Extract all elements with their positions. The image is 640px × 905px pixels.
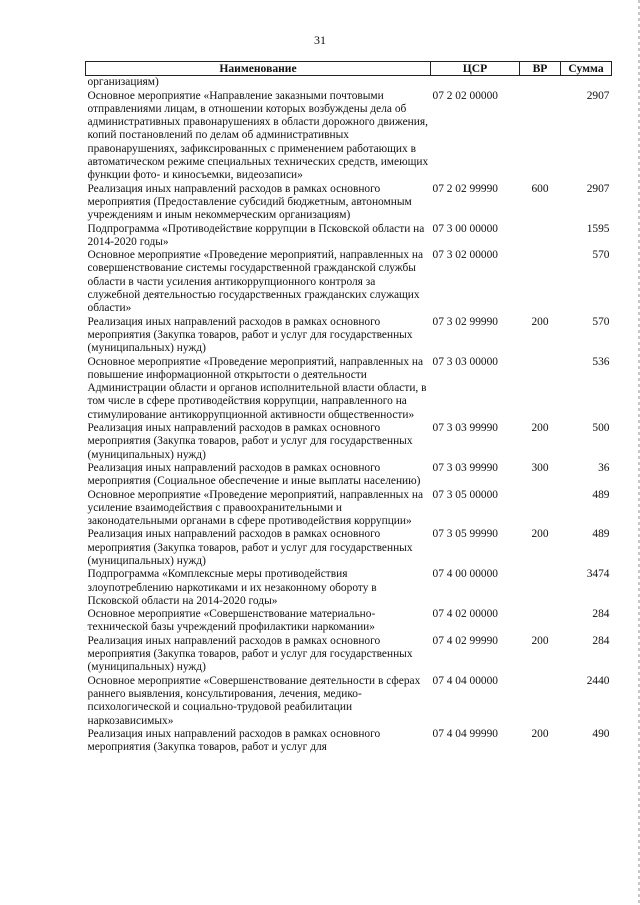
header-row	[86, 62, 612, 76]
budget-table	[85, 61, 612, 754]
row-sum: 489	[592, 488, 610, 501]
table-row	[86, 422, 612, 462]
row-name: Реализация иных направлений расходов в рамках основного мероприятия (Закупка товаров, работ и услуг для государственных (муниципальных) нужд)	[87, 528, 413, 567]
table-row	[86, 728, 612, 755]
row-vr: 200	[531, 315, 549, 328]
table-row	[86, 223, 612, 250]
row-sum: 284	[592, 634, 610, 647]
header-name: Наименование	[86, 62, 431, 76]
row-sum: 3474	[586, 568, 610, 581]
row-vr	[520, 489, 561, 529]
table-row	[86, 183, 612, 223]
row-csr: 07 3 05 00000	[432, 488, 498, 501]
row-vr	[520, 356, 561, 422]
row-sum: 490	[592, 727, 610, 740]
table-row	[86, 316, 612, 356]
row-vr	[520, 608, 561, 635]
row-csr: 07 4 04 00000	[432, 674, 498, 687]
row-csr: 07 3 03 99990	[432, 422, 498, 435]
row-vr: 300	[531, 461, 549, 474]
row-sum: 2907	[586, 89, 610, 102]
row-sum	[561, 76, 612, 90]
table-row	[86, 489, 612, 529]
table-row	[86, 528, 612, 568]
row-name: организациям)	[87, 76, 159, 89]
table-row	[86, 675, 612, 728]
table-row	[86, 462, 612, 489]
row-name: Основное мероприятие «Направление заказными почтовыми отправлениями лицам, в отношении которых возбуждены дела об административных правонарушениях в области дорожного движения, копий постановлений по делам об административных правонарушениях, зафиксированных с применением работающих в автоматическом режиме специальных технических средств, имеющих функции фото- и киносъемки, видеозаписи»	[87, 89, 429, 182]
row-vr	[520, 249, 561, 315]
row-csr: 07 4 02 99990	[432, 634, 498, 647]
row-csr: 07 4 02 00000	[432, 608, 498, 621]
header-sum: Сумма	[561, 62, 612, 76]
row-csr: 07 3 02 99990	[432, 315, 498, 328]
row-sum: 2440	[586, 674, 610, 687]
header-vr: ВР	[520, 62, 561, 76]
row-sum: 536	[592, 355, 610, 368]
row-csr: 07 2 02 99990	[432, 182, 498, 195]
row-sum: 36	[598, 461, 610, 474]
header-csr: ЦСР	[431, 62, 520, 76]
row-vr: 200	[531, 422, 549, 435]
row-name: Подпрограмма «Противодействие коррупции в Псковской области на 2014-2020 годы»	[87, 222, 425, 248]
table-row	[86, 249, 612, 315]
row-csr: 07 3 05 99990	[432, 528, 498, 541]
row-name: Реализация иных направлений расходов в рамках основного мероприятия (Закупка товаров, работ и услуг для	[87, 727, 381, 754]
row-vr: 200	[531, 727, 549, 740]
table-row	[86, 608, 612, 635]
table-row	[86, 76, 612, 90]
table-row	[86, 568, 612, 608]
row-vr: 600	[531, 182, 549, 195]
row-csr	[431, 76, 520, 90]
row-csr: 07 3 03 99990	[432, 461, 498, 474]
row-sum: 489	[592, 528, 610, 541]
row-name: Основное мероприятие «Совершенствование деятельности в сферах раннего выявления, консультирования, лечения, медико-психологической и социально-трудовой реабилитации наркозависимых»	[87, 674, 421, 727]
row-sum: 2907	[586, 182, 610, 195]
row-sum: 570	[592, 315, 610, 328]
row-csr: 07 3 03 00000	[432, 355, 498, 368]
row-name: Основное мероприятие «Проведение мероприятий, направленных на усиление взаимодействия с правоохранительными и законодательными органами в сфере противодействия коррупции»	[87, 488, 424, 528]
row-vr	[520, 223, 561, 250]
row-csr: 07 4 04 99990	[432, 727, 498, 740]
row-name: Реализация иных направлений расходов в рамках основного мероприятия (Закупка товаров, работ и услуг для государственных (муниципальных) нужд)	[87, 634, 413, 674]
row-sum: 500	[592, 422, 610, 435]
row-name: Реализация иных направлений расходов в рамках основного мероприятия (Закупка товаров, работ и услуг для государственных (муниципальных) нужд)	[87, 422, 413, 461]
row-vr	[520, 90, 561, 183]
row-name: Реализация иных направлений расходов в рамках основного мероприятия (Социальное обеспечение и иные выплаты населению)	[87, 461, 421, 488]
table-row	[86, 635, 612, 675]
table-row	[86, 356, 612, 422]
row-csr: 07 2 02 00000	[432, 89, 498, 102]
row-sum: 284	[592, 608, 610, 621]
row-sum: 1595	[586, 222, 610, 235]
row-vr	[520, 76, 561, 90]
row-name: Реализация иных направлений расходов в рамках основного мероприятия (Предоставление субсидий бюджетным, автономным учреждениям и иным некоммерческим организациям)	[87, 182, 412, 222]
row-vr: 200	[531, 634, 549, 647]
row-vr	[520, 568, 561, 608]
page-number: 31	[314, 33, 326, 47]
row-sum: 570	[592, 249, 610, 262]
row-csr: 07 3 02 00000	[432, 249, 498, 262]
row-name: Основное мероприятие «Проведение мероприятий, направленных на повышение информационной открытости о деятельности Администрации области и органов исполнительной власти области, в том числе в сфере противодействия коррупции, направленного на стимулирование антикоррупционной активности общественности»	[87, 355, 427, 421]
row-csr: 07 3 00 00000	[432, 222, 498, 235]
row-name: Подпрограмма «Комплексные меры противодействия злоупотреблению наркотиками и их незаконному обороту в Псковской области на 2014-2020 годы»	[87, 568, 377, 607]
table-row	[86, 90, 612, 183]
row-name: Основное мероприятие «Совершенствование материально-технической базы учреждений профилактики наркомании»	[87, 608, 376, 634]
row-vr	[520, 675, 561, 728]
row-name: Основное мероприятие «Проведение мероприятий, направленных на совершенствование системы государственной гражданской службы области в части усиления антикоррупционного контроля за служебной деятельностью государственных гражданских служащих области»	[87, 249, 424, 315]
table-header	[86, 62, 612, 76]
row-csr: 07 4 00 00000	[432, 568, 498, 581]
row-name: Реализация иных направлений расходов в рамках основного мероприятия (Закупка товаров, работ и услуг для государственных (муниципальных) нужд)	[87, 315, 413, 355]
row-vr: 200	[531, 528, 549, 541]
table-body	[86, 76, 612, 755]
